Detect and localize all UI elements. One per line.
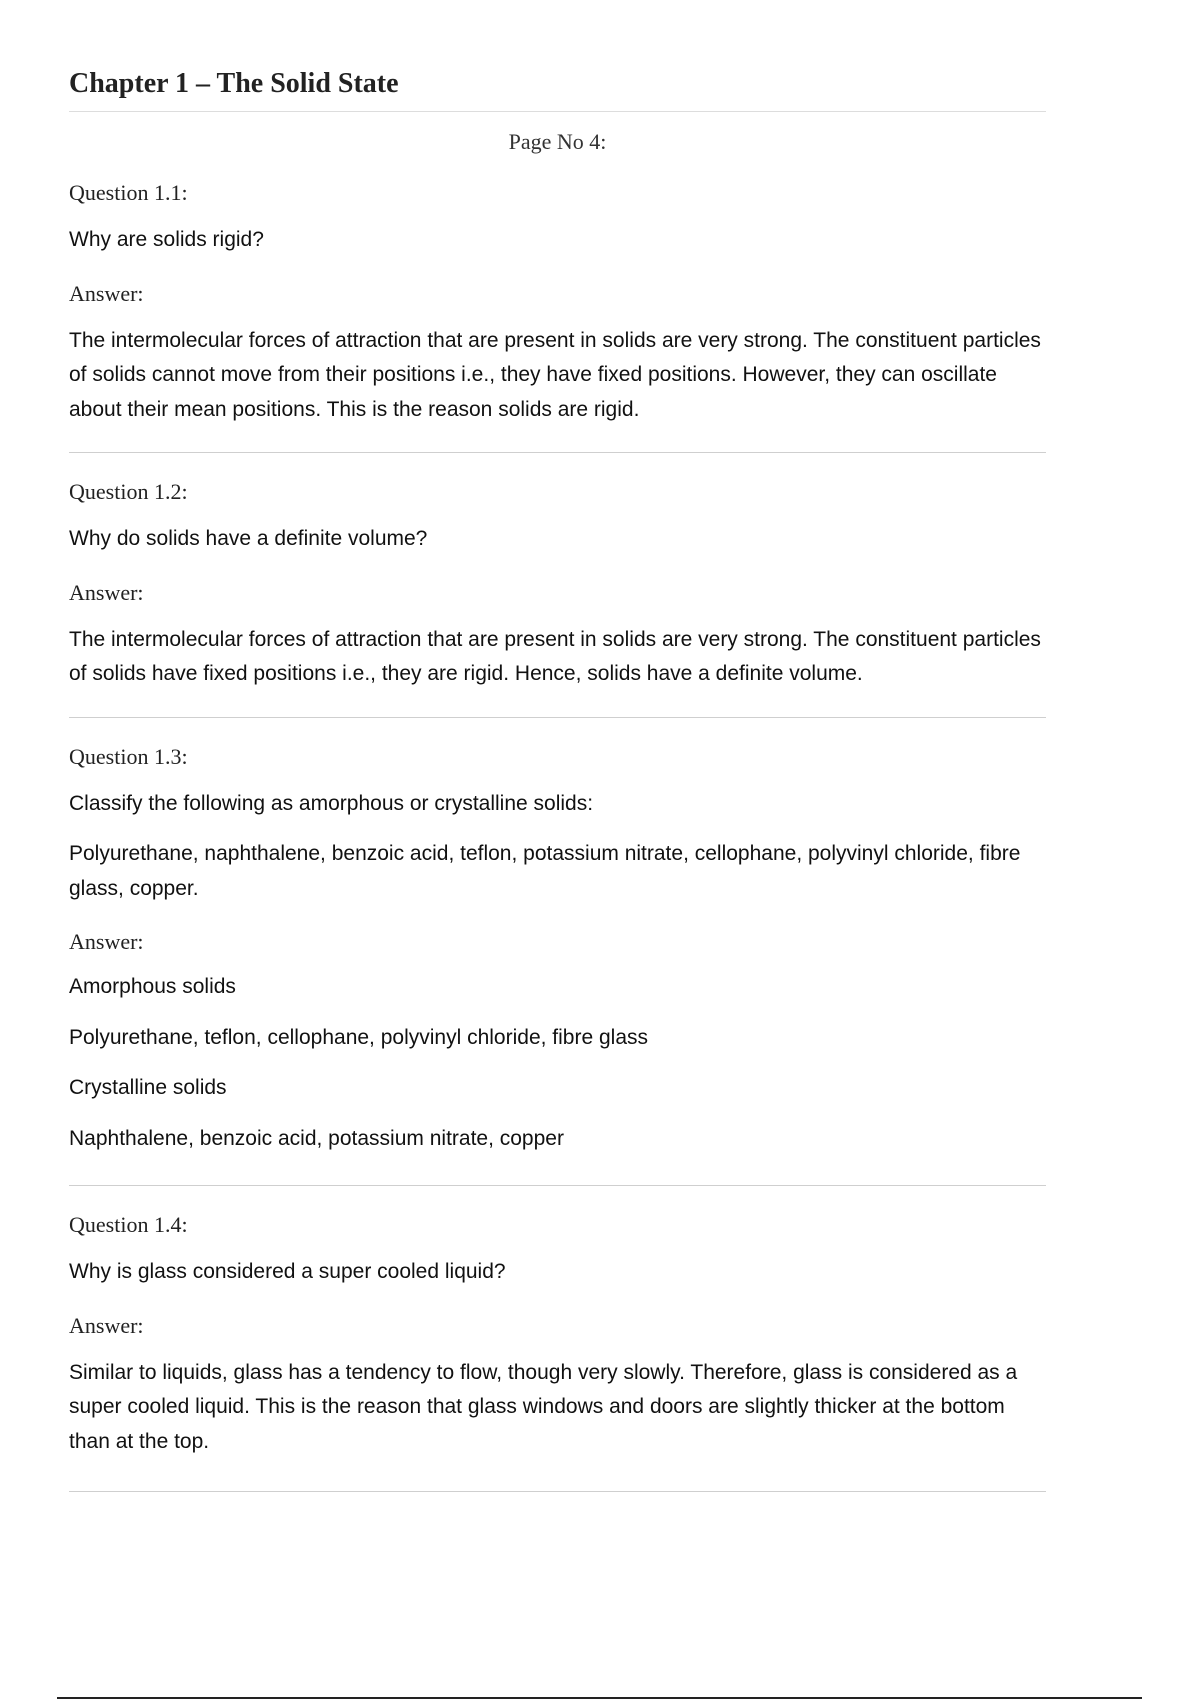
document-page: [69, 0, 1046, 1492]
answer-label: Answer:: [69, 579, 144, 605]
question-block-1-2: [69, 453, 1046, 718]
answer-text: The intermolecular forces of attraction that are present in solids are very strong. The constituent particles of solids have fixed positions i.e., they are rigid. Hence, solids have a definite volume.: [69, 627, 1041, 685]
answer-list-crystalline: Naphthalene, benzoic acid, potassium nitrate, copper: [69, 1126, 564, 1150]
question-label: Question 1.3:: [69, 743, 188, 769]
page-number: Page No 4:: [508, 129, 607, 154]
question-text: Why do solids have a definite volume?: [69, 527, 428, 550]
answer-list-amorphous: Polyurethane, teflon, cellophane, polyvinyl chloride, fibre glass: [69, 1025, 649, 1049]
question-text: Classify the following as amorphous or crystalline solids:: [69, 791, 594, 815]
answer-heading-amorphous: Amorphous solids: [69, 975, 236, 998]
answer-text: Similar to liquids, glass has a tendency to flow, though very slowly. Therefore, glass is considered as a super cooled liquid. This is the reason that glass windows and doors are slightly thicker at the bottom than at the top.: [69, 1360, 1018, 1453]
answer-label: Answer:: [69, 280, 144, 306]
question-label: Question 1.2:: [69, 479, 188, 504]
question-block-1-3: [69, 718, 1046, 1187]
answer-heading-crystalline: Crystalline solids: [69, 1076, 227, 1099]
question-detail: Polyurethane, naphthalene, benzoic acid, teflon, potassium nitrate, cellophane, polyvinyl chloride, fibre glass, copper.: [69, 842, 1021, 900]
answer-label: Answer:: [69, 1312, 144, 1338]
question-text: Why are solids rigid?: [69, 228, 264, 251]
page-bottom-rule: [57, 1697, 1142, 1699]
question-label: Question 1.1:: [69, 180, 188, 205]
question-block-1-4: [69, 1186, 1046, 1492]
answer-text: The intermolecular forces of attraction that are present in solids are very strong. The constituent particles of solids cannot move from their positions i.e., they have fixed positions. However, they can oscillate about their mean positions. This is the reason solids are rigid.: [69, 328, 1041, 421]
chapter-title: Chapter 1 – The Solid State: [69, 67, 1046, 112]
question-block-1-1: [69, 179, 1046, 453]
question-label: Question 1.4:: [69, 1212, 188, 1237]
question-text: Why is glass considered a super cooled liquid?: [69, 1260, 506, 1283]
answer-label: Answer:: [69, 929, 144, 954]
